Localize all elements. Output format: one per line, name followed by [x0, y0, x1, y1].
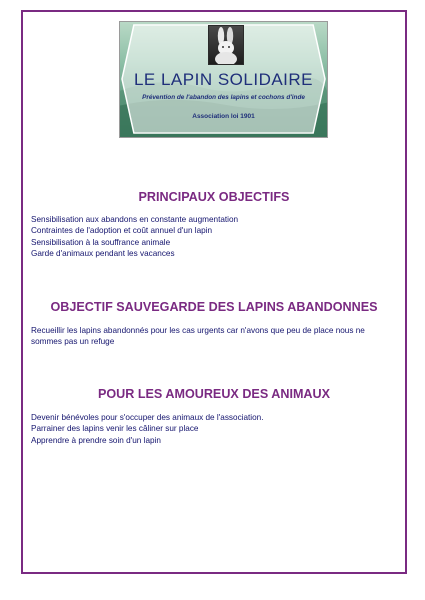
logo-subtitle: Prévention de l'abandon des lapins et cochons d'inde: [142, 94, 305, 101]
list-item: Devenir bénévoles pour s'occuper des animaux de l'association.: [31, 413, 264, 422]
animal-lovers-list: [31, 412, 403, 446]
rabbit-icon: [209, 26, 243, 64]
list-item: Sensibilisation à la souffrance animale: [31, 237, 171, 247]
list-item: Sensibilisation aux abandons en constante augmentation: [31, 215, 239, 224]
rabbit-photo: [208, 25, 244, 65]
association-logo: [119, 21, 328, 138]
rescue-paragraph: Recueillir les lapins abandonnés pour les cas urgents car n'avons que peu de place nous ne sommes pas un refuge: [31, 326, 365, 347]
objectives-list: [31, 214, 403, 259]
animal-lovers-heading: POUR LES AMOUREUX DES ANIMAUX: [97, 387, 331, 401]
logo-title: LE LAPIN SOLIDAIRE: [133, 70, 314, 89]
list-item: Parrainer des lapins venir les câliner sur place: [31, 424, 199, 434]
list-item: Garde d'animaux pendant les vacances: [31, 248, 175, 258]
list-item: Contraintes de l'adoption et coût annuel d'un lapin: [31, 226, 213, 236]
logo-association: Association loi 1901: [192, 113, 255, 120]
rescue-heading: OBJECTIF SAUVEGARDE DES LAPINS ABANDONNES: [50, 300, 378, 314]
list-item: Apprendre à prendre soin d'un lapin: [31, 435, 161, 445]
objectives-heading: PRINCIPAUX OBJECTIFS: [138, 190, 290, 204]
